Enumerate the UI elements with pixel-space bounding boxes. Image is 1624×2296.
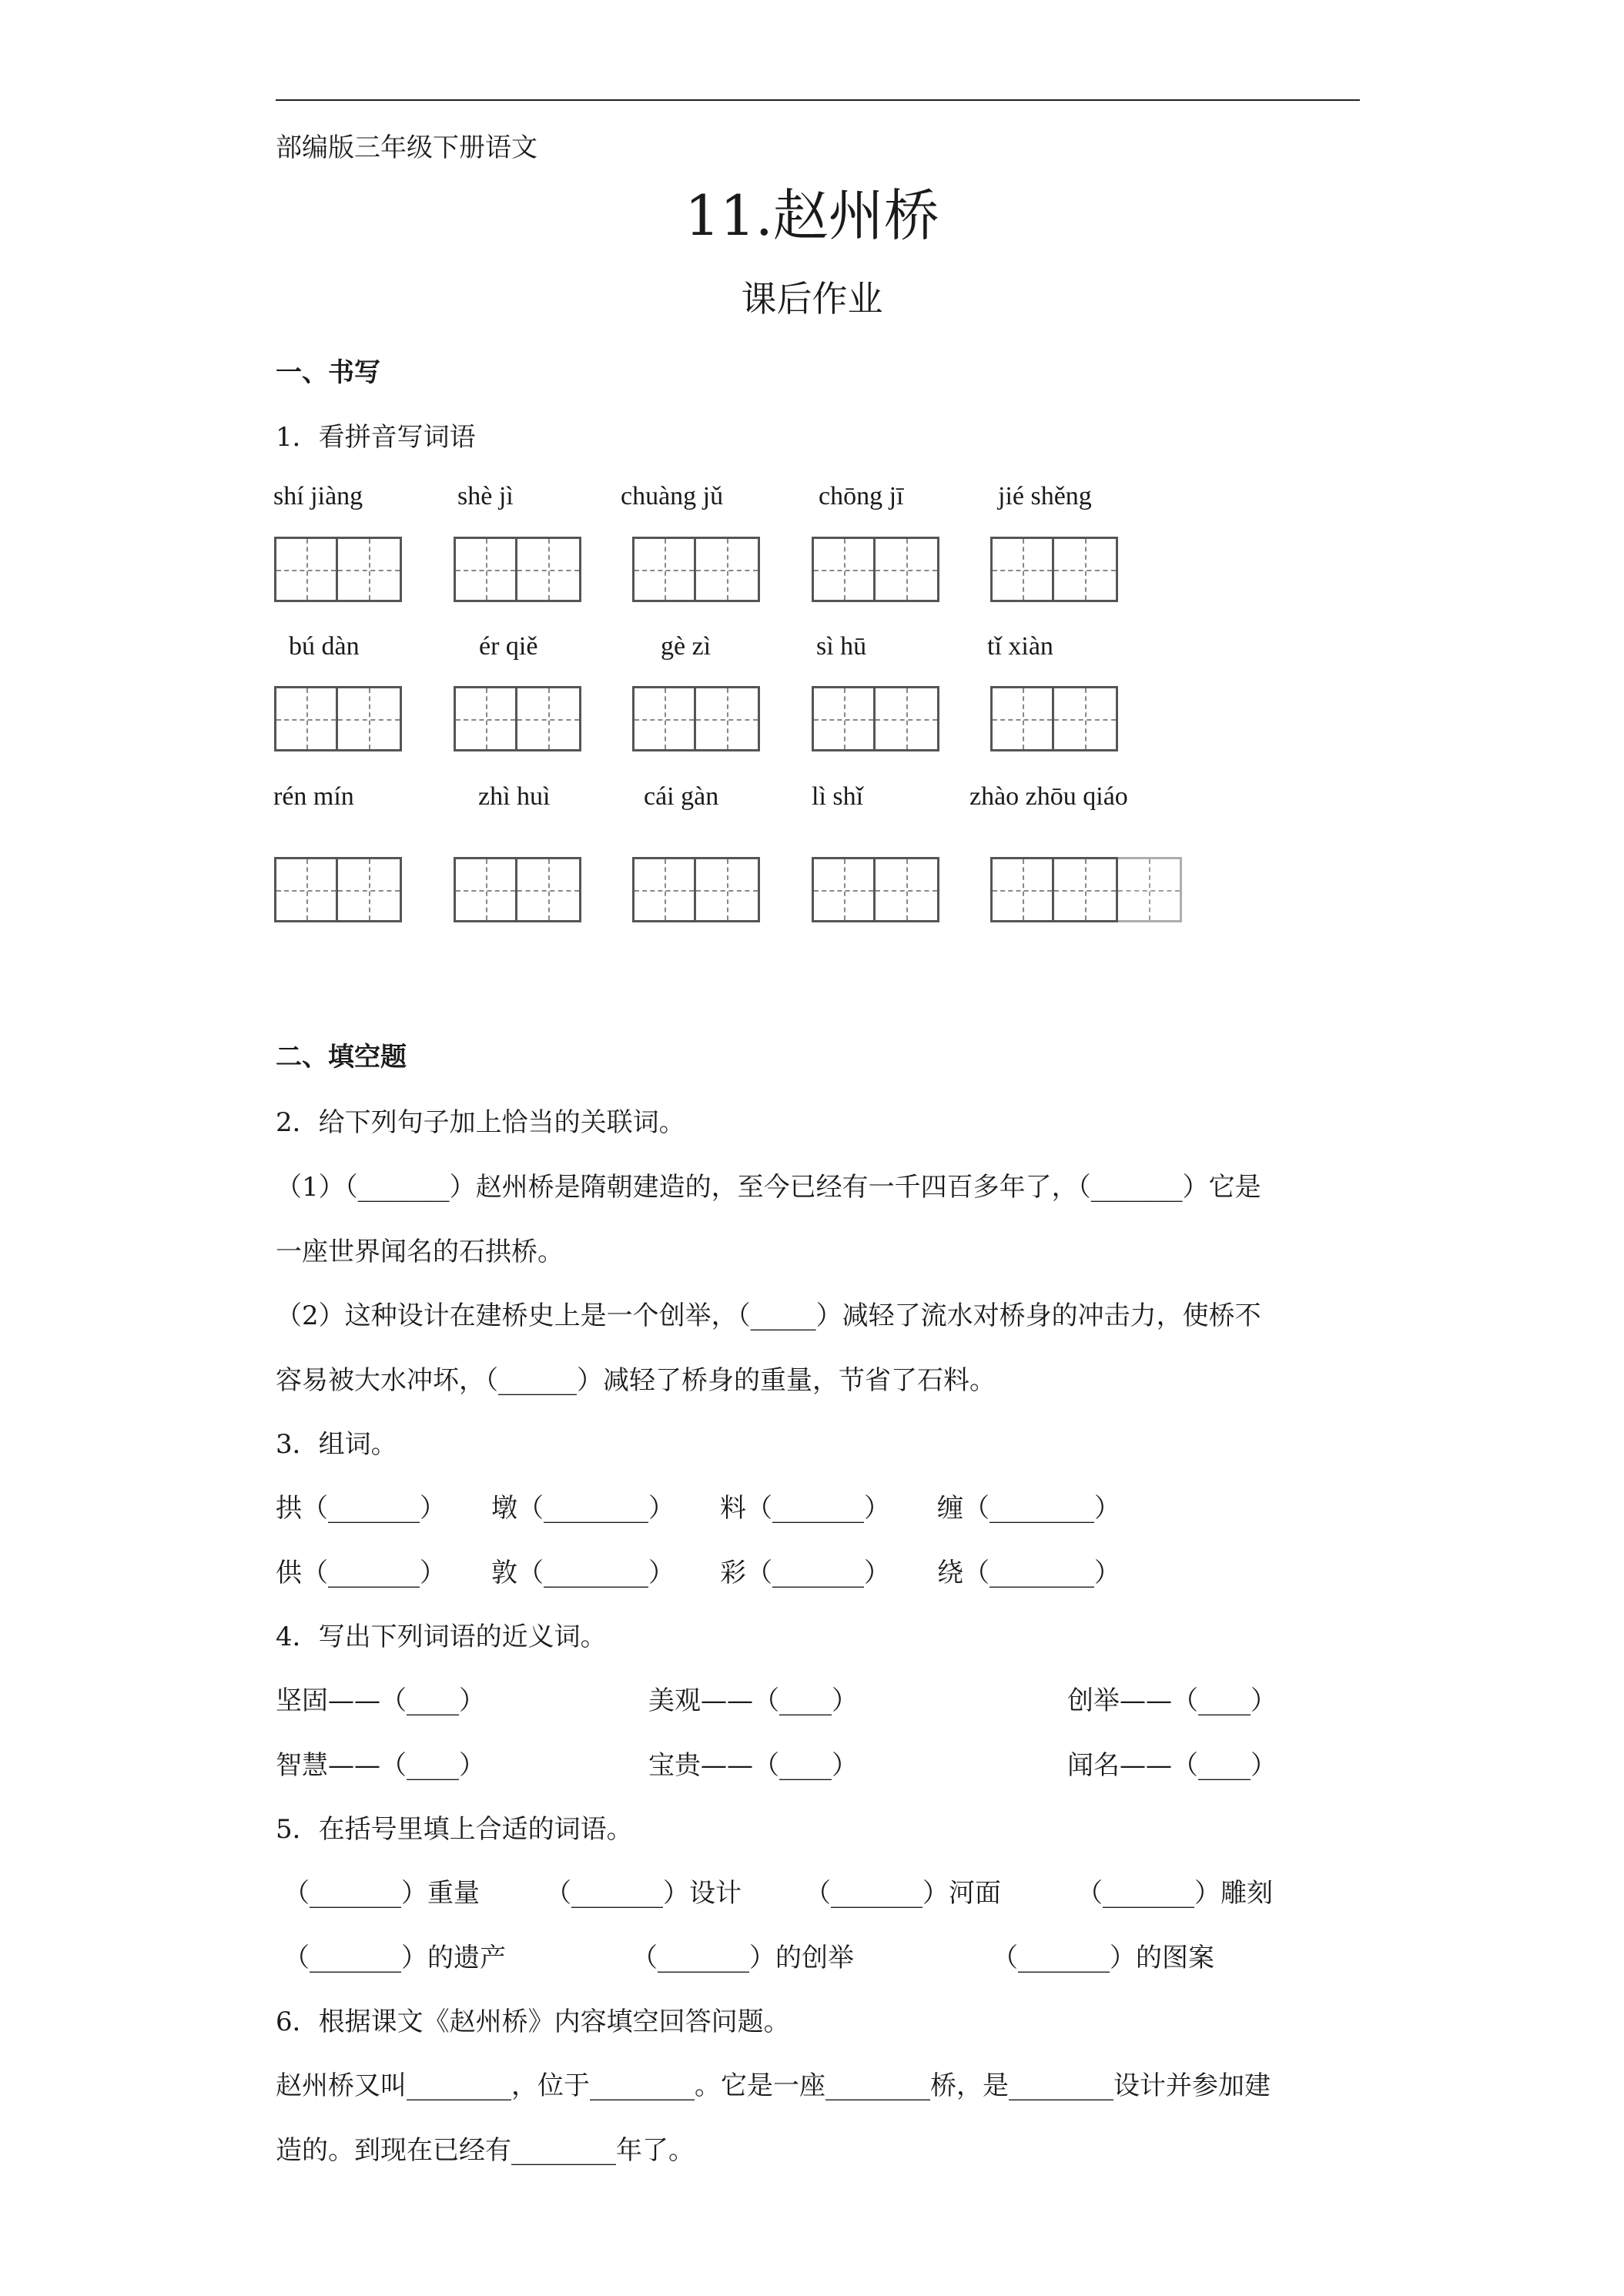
- q4-item: 闻名——（____）: [1067, 1750, 1277, 1781]
- page-title: 11.赵州桥: [685, 183, 939, 248]
- pinyin: ér qiě: [479, 632, 538, 661]
- q1-prompt: 1．看拼音写词语: [276, 422, 476, 453]
- writing-grid[interactable]: [812, 537, 939, 602]
- grade-label: 部编版三年级下册语文: [276, 132, 537, 163]
- pinyin: zhào zhōu qiáo: [969, 782, 1128, 811]
- q5-item: （_______）的图案: [992, 1943, 1214, 1973]
- pinyin: bú dàn: [289, 632, 360, 661]
- pinyin: cái gàn: [644, 782, 719, 811]
- pinyin: tǐ xiàn: [987, 632, 1053, 661]
- writing-grid[interactable]: [274, 857, 402, 922]
- q5-item: （_______）的创举: [631, 1943, 854, 1973]
- pinyin: chōng jī: [819, 482, 904, 510]
- q2-2-line-b: 容易被大水冲坏，（______）减轻了桥身的重量，节省了石料。: [276, 1365, 996, 1396]
- section2-heading: 二、填空题: [276, 1042, 407, 1073]
- q3-item: 供（_______）: [276, 1558, 446, 1588]
- q2-1-line-a: （1）（_______）赵州桥是隋朝建造的，至今已经有一千四百多年了，（_______）它是: [276, 1172, 1261, 1203]
- pinyin: zhì huì: [478, 782, 551, 811]
- q5-prompt: 5．在括号里填上合适的词语。: [276, 1814, 633, 1845]
- writing-grid[interactable]: [454, 537, 581, 602]
- writing-grid[interactable]: [454, 686, 581, 751]
- section1-heading: 一、书写: [276, 357, 380, 388]
- pinyin: lì shǐ: [812, 782, 864, 811]
- q3-item: 墩（________）: [491, 1493, 675, 1524]
- q3-item: 料（_______）: [720, 1493, 890, 1524]
- q3-item: 缠（________）: [937, 1493, 1120, 1524]
- q3-item: 敦（________）: [491, 1558, 675, 1588]
- writing-grid[interactable]: [812, 686, 939, 751]
- q4-prompt: 4．写出下列词语的近义词。: [276, 1622, 607, 1652]
- q5-item: （_______）的遗产: [283, 1943, 506, 1973]
- q5-item: （_______）重量: [283, 1878, 480, 1909]
- top-rule: [276, 99, 1360, 101]
- q6-prompt: 6．根据课文《赵州桥》内容填空回答问题。: [276, 2006, 790, 2037]
- writing-grid[interactable]: [812, 857, 939, 922]
- q5-item: （_______）河面: [805, 1878, 1001, 1909]
- writing-grid[interactable]: [990, 537, 1118, 602]
- q4-item: 宝贵——（____）: [648, 1750, 858, 1781]
- q2-2-line-a: （2）这种设计在建桥史上是一个创举，（_____）减轻了流水对桥身的冲击力，使桥不: [276, 1300, 1261, 1331]
- pinyin: gè zì: [661, 632, 712, 661]
- q5-item: （_______）设计: [545, 1878, 742, 1909]
- q4-item: 创举——（____）: [1067, 1685, 1277, 1716]
- writing-grid[interactable]: [454, 857, 581, 922]
- page-subtitle: 课后作业: [741, 278, 883, 320]
- q2-prompt: 2．给下列句子加上恰当的关联词。: [276, 1107, 685, 1138]
- pinyin: chuàng jǔ: [621, 482, 724, 510]
- pinyin: sì hū: [816, 632, 867, 661]
- pinyin: shè jì: [457, 482, 514, 510]
- pinyin: rén mín: [273, 782, 354, 811]
- q6-line-a: 赵州桥又叫________，位于________。它是一座________桥，是________设计并参加建: [276, 2070, 1271, 2101]
- q3-item: 绕（________）: [937, 1558, 1120, 1588]
- q3-item: 拱（_______）: [276, 1493, 446, 1524]
- writing-grid[interactable]: [274, 686, 402, 751]
- writing-grid[interactable]: [990, 686, 1118, 751]
- writing-grid[interactable]: [632, 686, 760, 751]
- q6-line-b: 造的。到现在已经有________年了。: [276, 2135, 695, 2166]
- writing-grid[interactable]: [274, 537, 402, 602]
- pinyin: jié shěng: [998, 482, 1092, 510]
- q3-item: 彩（_______）: [720, 1558, 890, 1588]
- writing-grid[interactable]: [990, 857, 1182, 922]
- pinyin: shí jiàng: [273, 482, 363, 510]
- q2-1-line-b: 一座世界闻名的石拱桥。: [276, 1237, 564, 1267]
- q5-item: （_______）雕刻: [1077, 1878, 1273, 1909]
- q4-item: 坚固——（____）: [276, 1685, 485, 1716]
- writing-grid[interactable]: [632, 857, 760, 922]
- q4-item: 美观——（____）: [648, 1685, 858, 1716]
- q3-prompt: 3．组词。: [276, 1429, 397, 1460]
- q4-item: 智慧——（____）: [276, 1750, 485, 1781]
- writing-grid[interactable]: [632, 537, 760, 602]
